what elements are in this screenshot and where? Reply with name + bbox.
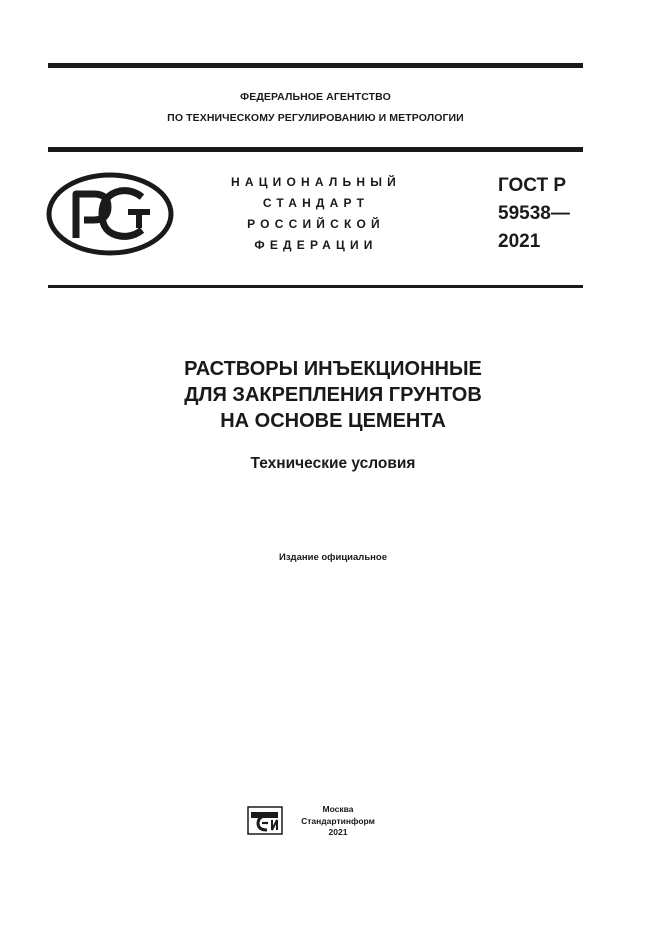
gost-r-mark-icon: [46, 172, 174, 256]
nat-std-line-4: ФЕДЕРАЦИИ: [254, 238, 378, 252]
national-standard-label: [216, 172, 416, 256]
edition-label: Издание официальное: [279, 552, 387, 563]
agency-line-2: ПО ТЕХНИЧЕСКОМУ РЕГУЛИРОВАНИЮ И МЕТРОЛОГИИ: [167, 112, 464, 124]
title-line-1: РАСТВОРЫ ИНЪЕКЦИОННЫЕ: [184, 358, 482, 380]
agency-line-1: ФЕДЕРАЛЬНОЕ АГЕНТСТВО: [240, 91, 391, 103]
nat-std-line-2: СТАНДАРТ: [262, 196, 370, 210]
standartinform-logo-icon: [247, 806, 285, 836]
middle-rule: [48, 147, 583, 152]
nat-std-line-1: НАЦИОНАЛЬНЫЙ: [230, 175, 402, 189]
publisher-block: [288, 804, 388, 839]
title-line-3: НА ОСНОВЕ ЦЕМЕНТА: [220, 410, 446, 432]
nat-std-line-3: РОССИЙСКОЙ: [247, 217, 385, 231]
standard-number-line-2: 59538—: [498, 203, 570, 224]
document-title: [48, 356, 618, 434]
standard-number-line-1: ГОСТ Р: [498, 175, 567, 196]
publication-year: 2021: [328, 827, 348, 837]
document-subtitle: Технические условия: [250, 455, 416, 472]
title-line-2: ДЛЯ ЗАКРЕПЛЕНИЯ ГРУНТОВ: [184, 384, 482, 406]
standard-number: [498, 172, 570, 256]
standard-number-line-3: 2021: [498, 231, 541, 252]
bottom-rule: [48, 285, 583, 288]
top-rule: [48, 63, 583, 68]
publisher-city: Москва: [322, 804, 354, 814]
publisher-name: Стандартинформ: [301, 815, 375, 826]
